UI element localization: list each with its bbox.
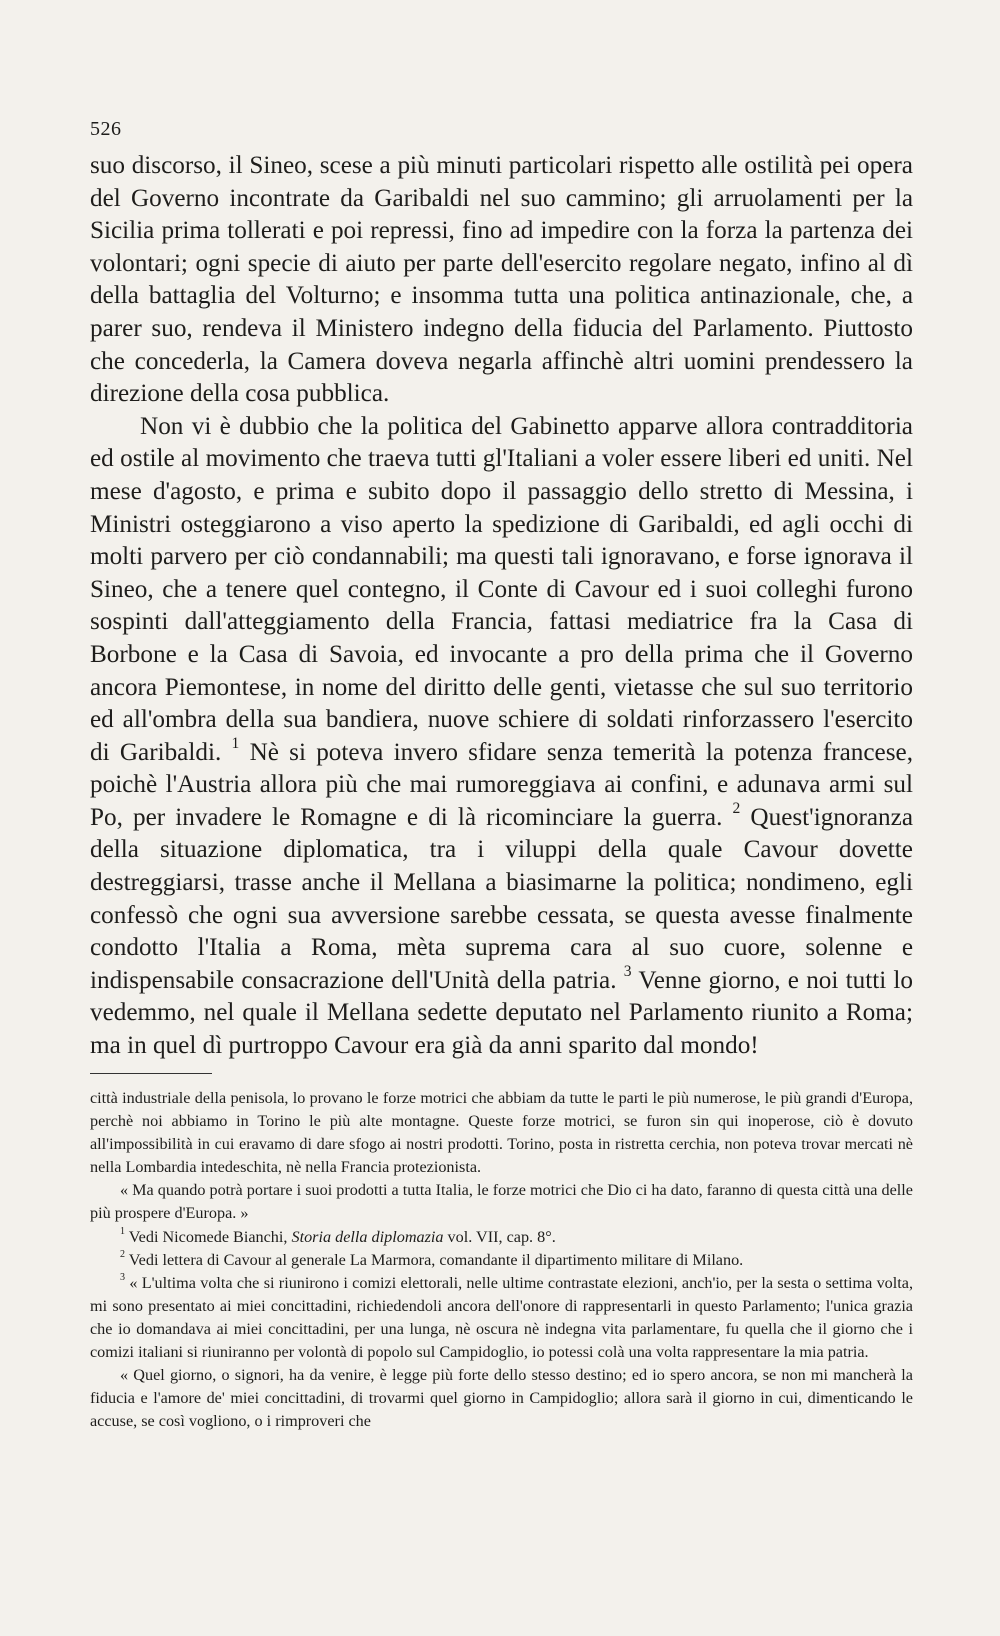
footnote-continuation: « Quel giorno, o signori, ha da venire, è legge più forte dello stesso destino; ed io spero ancora, se non mi mancherà la fiducia e l'amore de' miei concittadini, di trovarmi quel giorno in Campidoglio; allora sarà il giorno in cui, dimenticando le accuse, se così vogliono, o i rimproveri che xyxy=(90,1366,913,1431)
footnote xyxy=(90,1249,913,1272)
paragraph: suo discorso, il Sineo, scese a più minuti particolari rispetto alle ostilità pei opera del Governo incontrate da Garibaldi nel suo cammino; gli arruolamenti per la Sicilia prima tollerati e poi repressi, fino ad impedire con la forza la partenza dei volontari; ogni specie di aiuto per parte dell'esercito regolare negato, infino al dì della battaglia del Volturno; e insomma tutta una politica antinazionale, che, a parer suo, rendeva il Ministero indegno della fiducia del Parlamento. Piuttosto che concederla, la Camera doveva negarla affinchè altri uomini prendessero la direzione della cosa pubblica. xyxy=(90,152,913,408)
footnotes xyxy=(90,1087,913,1433)
main-text xyxy=(90,150,913,1063)
footnote-marker: 2 xyxy=(120,1248,126,1260)
footnote-separator xyxy=(90,1073,212,1074)
footnote-continuation: « Ma quando potrà portare i suoi prodotti a tutta Italia, le forze motrici che Dio ci ha dato, faranno di questa città una delle più prospere d'Europa. » xyxy=(90,1181,913,1223)
paragraph xyxy=(90,411,913,1063)
footnote-marker: 1 xyxy=(120,1225,126,1237)
text-segment: Non vi è dubbio che la politica del Gabinetto apparve allora contradditoria ed ostile al movimento che traeva tutti gl'Italiani a voler essere liberi ed uniti. Nel mese d'agosto, e prima e subito dopo il passaggio dello stretto di Messina, i Ministri osteggiarono a viso aperto la spedizione di Garibaldi, ed agli occhi di molti parvero per ciò condannabili; ma questi tali ignoravano, e forse ignorava il Sineo, che a tenere quel contegno, il Conte di Cavour ed i suoi colleghi furono sospinti dall'atteggiamento della Francia, fattasi mediatrice fra la Casa di Borbone e la Casa di Savoia, ed invocante a pro della prima che il Governo ancora Piemontese, in nome del diritto delle genti, vietasse che sul suo territorio ed all'ombra della sua bandiera, nuove schiere di soldati rinforzassero l'esercito di Garibaldi. xyxy=(90,412,913,766)
footnote-text: Vedi lettera di Cavour al generale La Marmora, comandante il dipartimento militare di Milano. xyxy=(125,1250,744,1269)
text-segment: Quest'ignoranza della situazione diplomatica, tra i viluppi della quale Cavour dovette destreggiarsi, trasse anche il Mellana a biasimarne la politica; nondimeno, egli confessò che ogni sua avversione sarebbe cessata, se questa avesse finalmente condotto l'Italia a Roma, mèta suprema cara al suo cuore, solenne e indispensabile consacrazione dell'Unità della patria. xyxy=(90,803,914,994)
footnote-continuation: città industriale della penisola, lo provano le forze motrici che abbiam da tutte le parti le più numerose, le più grandi d'Europa, perchè noi abbiamo in Torino le più alte montagne. Queste forze motrici, se furon sin qui inoperose, ciò è dovuto all'impossibilità in cui eravamo di dare sfogo ai nostri prodotti. Torino, posta in ristretta cerchia, non poteva trovar mercati nè nella Lombardia intedeschita, nè nella Francia protezionista. xyxy=(90,1089,913,1177)
footnote xyxy=(90,1226,913,1249)
footnote-text: vol. VII, cap. 8°. xyxy=(443,1227,556,1246)
book-title: Storia della diplomazia xyxy=(291,1227,444,1246)
footnote-text: Vedi Nicomede Bianchi, xyxy=(125,1227,292,1246)
footnote-reference: 1 xyxy=(231,734,240,752)
text-segment: Nè si poteva invero sfidare senza temerità la potenza francese, poichè l'Austria allora più che mai rumoreggiava ai confini, e adunava armi sul Po, per invadere le Romagne e di là ricominciare la guerra. xyxy=(90,738,914,831)
footnote-text: « L'ultima volta che si riunirono i comizi elettorali, nelle ultime contrastate elezioni, anch'io, per la sesta o settima volta, mi sono presentato ai miei concittadini, richiedendoli ancora dell'onore di rappresentarli in questo Parlamento; l'unica grazia che io domandava ai miei concittadini, per una lunga, nè oscura nè indegna vita parlamentare, fu quella che il giorno che i comizi italiani si riuniranno per volontà di popolo sul Campidoglio, io potessi colà una volta rappresentare la mia patria. xyxy=(90,1273,913,1362)
footnote-reference: 2 xyxy=(732,800,741,818)
text-segment: Venne giorno, e noi tutti lo vedemmo, nel quale il Mellana sedette deputato nel Parlamento riunito a Roma; ma in quel dì purtroppo Cavour era già da anni sparito dal mondo! xyxy=(90,966,914,1060)
footnote xyxy=(90,1272,913,1364)
footnote-marker: 3 xyxy=(120,1271,126,1283)
page-number: 526 xyxy=(90,118,122,140)
footnote-reference: 3 xyxy=(623,963,632,981)
